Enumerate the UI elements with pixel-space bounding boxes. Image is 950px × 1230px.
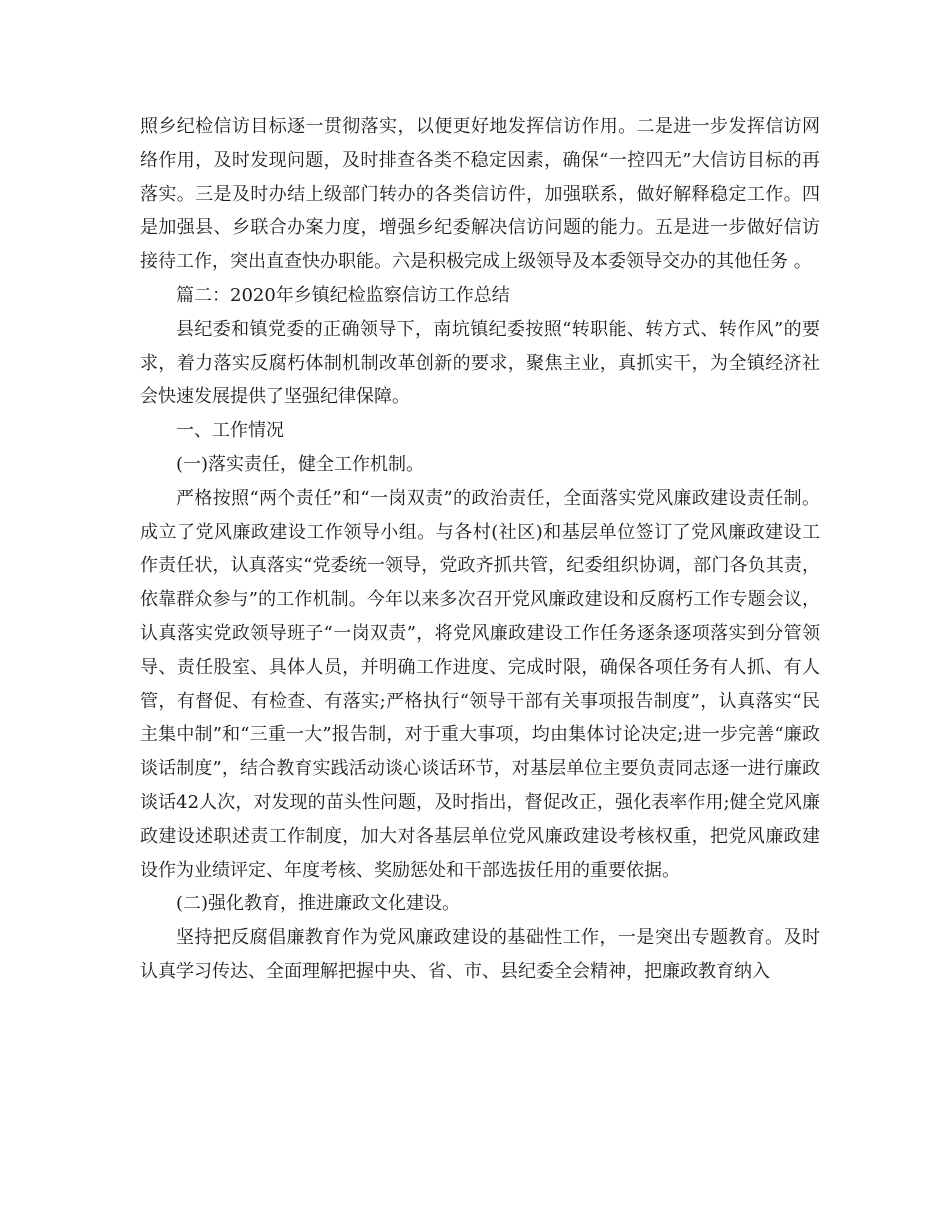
heading-work-situation: 一、工作情况 [176,420,284,442]
paragraph-continuation: 照乡纪检信访目标逐一贯彻落实，以便更好地发挥信访作用。二是进一步发挥信访网络作用，及时发现问题，及时排查各类不稳定因素，确保“一控四无”大信访目标的再落实。三是及时办结上级部门转办的各类信访件，加强联系，做好解释稳定工作。四是加强县、乡联合办案力度，增强乡纪委解决信访问题的能力。五是进一步做好信访接待工作，突出直查快办职能。六是积极完成上级领导及本委领导交办的其他任务 。 [140,116,820,273]
subheading-responsibility: (一)落实责任，健全工作机制。 [176,453,425,475]
paragraph-responsibility: 严格按照“两个责任”和“一岗双责”的政治责任，全面落实党风廉政建设责任制。成立了党风廉政建设工作领导小组。与各村(社区)和基层单位签订了党风廉政建设工作责任状，认真落实“党委统一领导，党政齐抓共管，纪委组织协调，部门各负其责，依靠群众参与”的工作机制。今年以来多次召开党风廉政建设和反腐朽工作专题会议，认真落实党政领导班子“一岗双责”，将党风廉政建设工作任务逐条逐项落实到分管领导、责任股室、具体人员，并明确工作进度、完成时限，确保各项任务有人抓、有人管，有督促、有检查、有落实;严格执行“领导干部有关事项报告制度”，认真落实“民主集中制”和“三重一大”报告制，对于重大事项，均由集体讨论决定;进一步完善“廉政谈话制度”，结合教育实践活动谈心谈话环节，对基层单位主要负责同志逐一进行廉政谈话42人次，对发现的苗头性问题，及时指出，督促改正，强化表率作用;健全党风廉政建设述职述责工作制度，加大对各基层单位党风廉政建设考核权重，把党风廉政建设作为业绩评定、年度考核、奖励惩处和干部选拔任用的重要依据。 [140,487,820,881]
section-heading-part-two: 篇二：2020年乡镇纪检监察信访工作总结 [176,284,510,306]
subheading-education: (二)强化教育，推进廉政文化建设。 [176,893,461,915]
paragraph-education: 坚持把反腐倡廉教育作为党风廉政建设的基础性工作，一是突出专题教育。及时认真学习传达、全面理解把握中央、省、市、县纪委全会精神，把廉政教育纳入 [140,927,820,982]
paragraph-intro: 县纪委和镇党委的正确领导下，南坑镇纪委按照“转职能、转方式、转作风”的要求，着力落实反腐朽体制机制改革创新的要求，聚焦主业，真抓实干，为全镇经济社会快速发展提供了坚强纪律保障。 [140,318,820,408]
document-body [140,110,820,989]
